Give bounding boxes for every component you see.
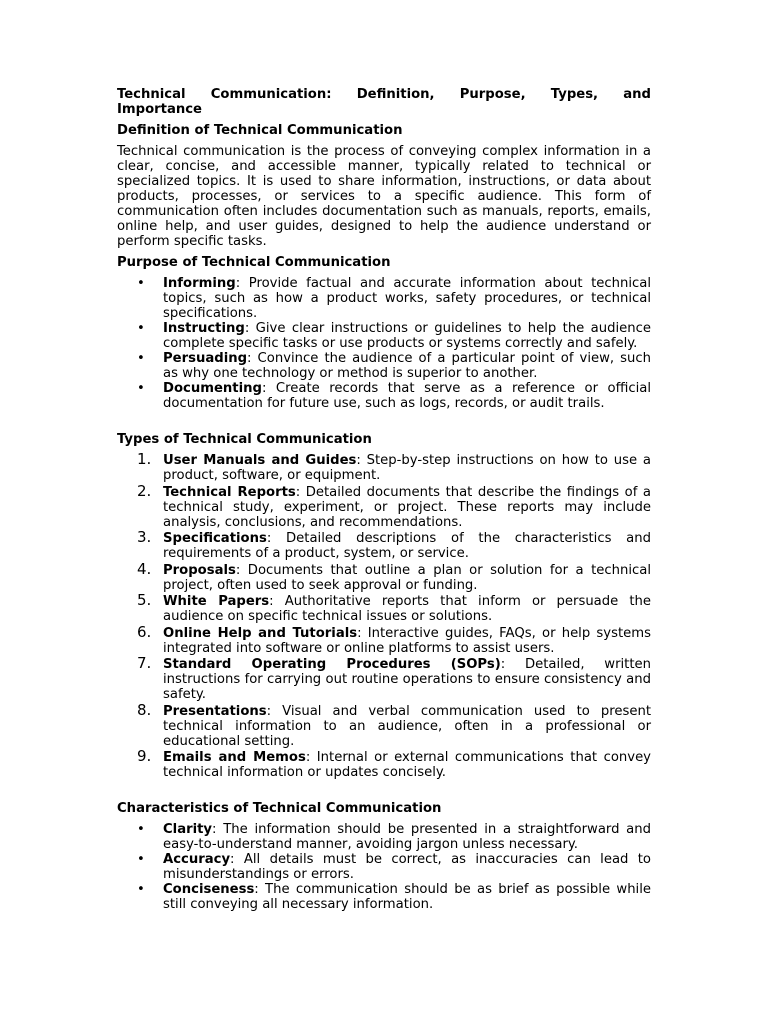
item-number: 8. bbox=[137, 700, 152, 719]
item-term: Accuracy bbox=[163, 852, 231, 867]
item-text: : Step-by-step instructions on how to use a product, software, or equipment. bbox=[163, 453, 652, 483]
item-term: Conciseness bbox=[163, 882, 255, 897]
item-term: Clarity bbox=[163, 822, 213, 837]
item-term: Technical Reports bbox=[163, 484, 296, 500]
item-term: User Manuals and Guides bbox=[163, 453, 357, 468]
item-number: 5. bbox=[137, 591, 152, 609]
item-term: Emails and Memos bbox=[163, 750, 306, 765]
item-text: : Create records that serve as a reference or official documentation for future use, such as logs, records, or audit trails. bbox=[163, 381, 651, 411]
item-text: : Interactive guides, FAQs, or help systems integrated into software or online platforms to assist users. bbox=[163, 625, 651, 656]
types-heading: Types of Technical Communication bbox=[117, 432, 372, 447]
item-text: : Convince the audience of a particular point of view, such as why one technology or method is superior to another. bbox=[163, 351, 651, 381]
list-item bbox=[117, 822, 651, 852]
list-item bbox=[117, 882, 651, 912]
item-text: : Provide factual and accurate information about technical topics, such as how a product works, safety procedures, or technical specifications. bbox=[163, 276, 651, 321]
item-number: 2. bbox=[137, 481, 152, 500]
list-item bbox=[117, 381, 651, 411]
item-term: White Papers bbox=[163, 594, 270, 609]
list-item bbox=[117, 700, 651, 749]
list-item bbox=[117, 351, 651, 381]
list-item bbox=[117, 852, 651, 882]
item-term: Presentations bbox=[163, 703, 267, 719]
item-text: : The information should be presented in a straightforward and easy-to-understand manner, avoiding jargon unless necessary. bbox=[163, 822, 651, 852]
characteristics-heading: Characteristics of Technical Communication bbox=[117, 801, 442, 816]
item-text: : Authoritative reports that inform or persuade the audience on specific technical issues or solutions. bbox=[163, 594, 651, 624]
item-text: : Detailed descriptions of the characteristics and requirements of a product, system, or service. bbox=[163, 531, 651, 561]
list-item bbox=[117, 276, 651, 321]
item-term: Online Help and Tutorials bbox=[163, 625, 358, 641]
definition-heading: Definition of Technical Communication bbox=[117, 123, 403, 138]
item-term: Informing bbox=[163, 276, 236, 291]
list-item bbox=[117, 747, 651, 780]
item-term: Instructing bbox=[163, 321, 245, 336]
definition-paragraph: Technical communication is the process of conveying complex information in a clear, concise, and accessible manner, typically related to technical or specialized topics. It is used to share information, instructions, or data about products, processes, or services to a specific audience. This form of communication often includes documentation such as manuals, reports, emails, online help, and user guides, designed to help the audience understand or perform specific tasks. bbox=[117, 144, 651, 249]
item-number: 1. bbox=[137, 450, 152, 468]
item-number: 6. bbox=[137, 622, 152, 641]
item-text: : Detailed, written instructions for carrying out routine operations to ensure consistency and safety. bbox=[163, 657, 651, 702]
document-content bbox=[117, 87, 651, 918]
list-item bbox=[117, 654, 651, 702]
item-term: Documenting bbox=[163, 381, 262, 396]
document-title-line-1: Technical Communication: Definition, Purpose, Types, and bbox=[117, 87, 651, 102]
item-term: Proposals bbox=[163, 562, 236, 578]
purpose-list bbox=[117, 276, 651, 411]
item-term: Persuading bbox=[163, 351, 248, 366]
types-list bbox=[117, 450, 652, 780]
item-text: : Detailed documents that describe the findings of a technical study, experiment, or project. These reports may include analysis, conclusions, and recommendations. bbox=[163, 484, 651, 530]
list-item bbox=[117, 321, 651, 351]
list-item bbox=[117, 450, 652, 483]
purpose-heading: Purpose of Technical Communication bbox=[117, 255, 391, 270]
item-text: : The communication should be as brief as possible while still conveying all necessary information. bbox=[163, 882, 651, 912]
list-item bbox=[117, 481, 651, 530]
list-item bbox=[117, 528, 651, 561]
item-number: 4. bbox=[137, 559, 152, 578]
item-text: : All details must be correct, as inaccuracies can lead to misunderstandings or errors. bbox=[163, 852, 651, 882]
item-text: : Visual and verbal communication used to present technical information to an audience, often in a professional or educational setting. bbox=[163, 703, 651, 749]
list-item bbox=[117, 591, 651, 624]
characteristics-list bbox=[117, 822, 651, 912]
item-number: 7. bbox=[137, 654, 152, 672]
item-text: : Internal or external communications that convey technical information or updates concisely. bbox=[163, 750, 651, 780]
item-number: 3. bbox=[137, 528, 152, 546]
list-item bbox=[117, 622, 651, 656]
item-text: : Documents that outline a plan or solution for a technical project, often used to seek approval or funding. bbox=[163, 562, 651, 593]
list-item bbox=[117, 559, 651, 593]
document-title-line-2: Importance bbox=[117, 102, 203, 117]
item-term: Specifications bbox=[163, 531, 267, 546]
item-term: Standard Operating Procedures (SOPs) bbox=[163, 657, 501, 672]
item-text: : Give clear instructions or guidelines to help the audience complete specific tasks or use products or systems correctly and safely. bbox=[163, 321, 651, 351]
item-number: 9. bbox=[137, 747, 152, 765]
